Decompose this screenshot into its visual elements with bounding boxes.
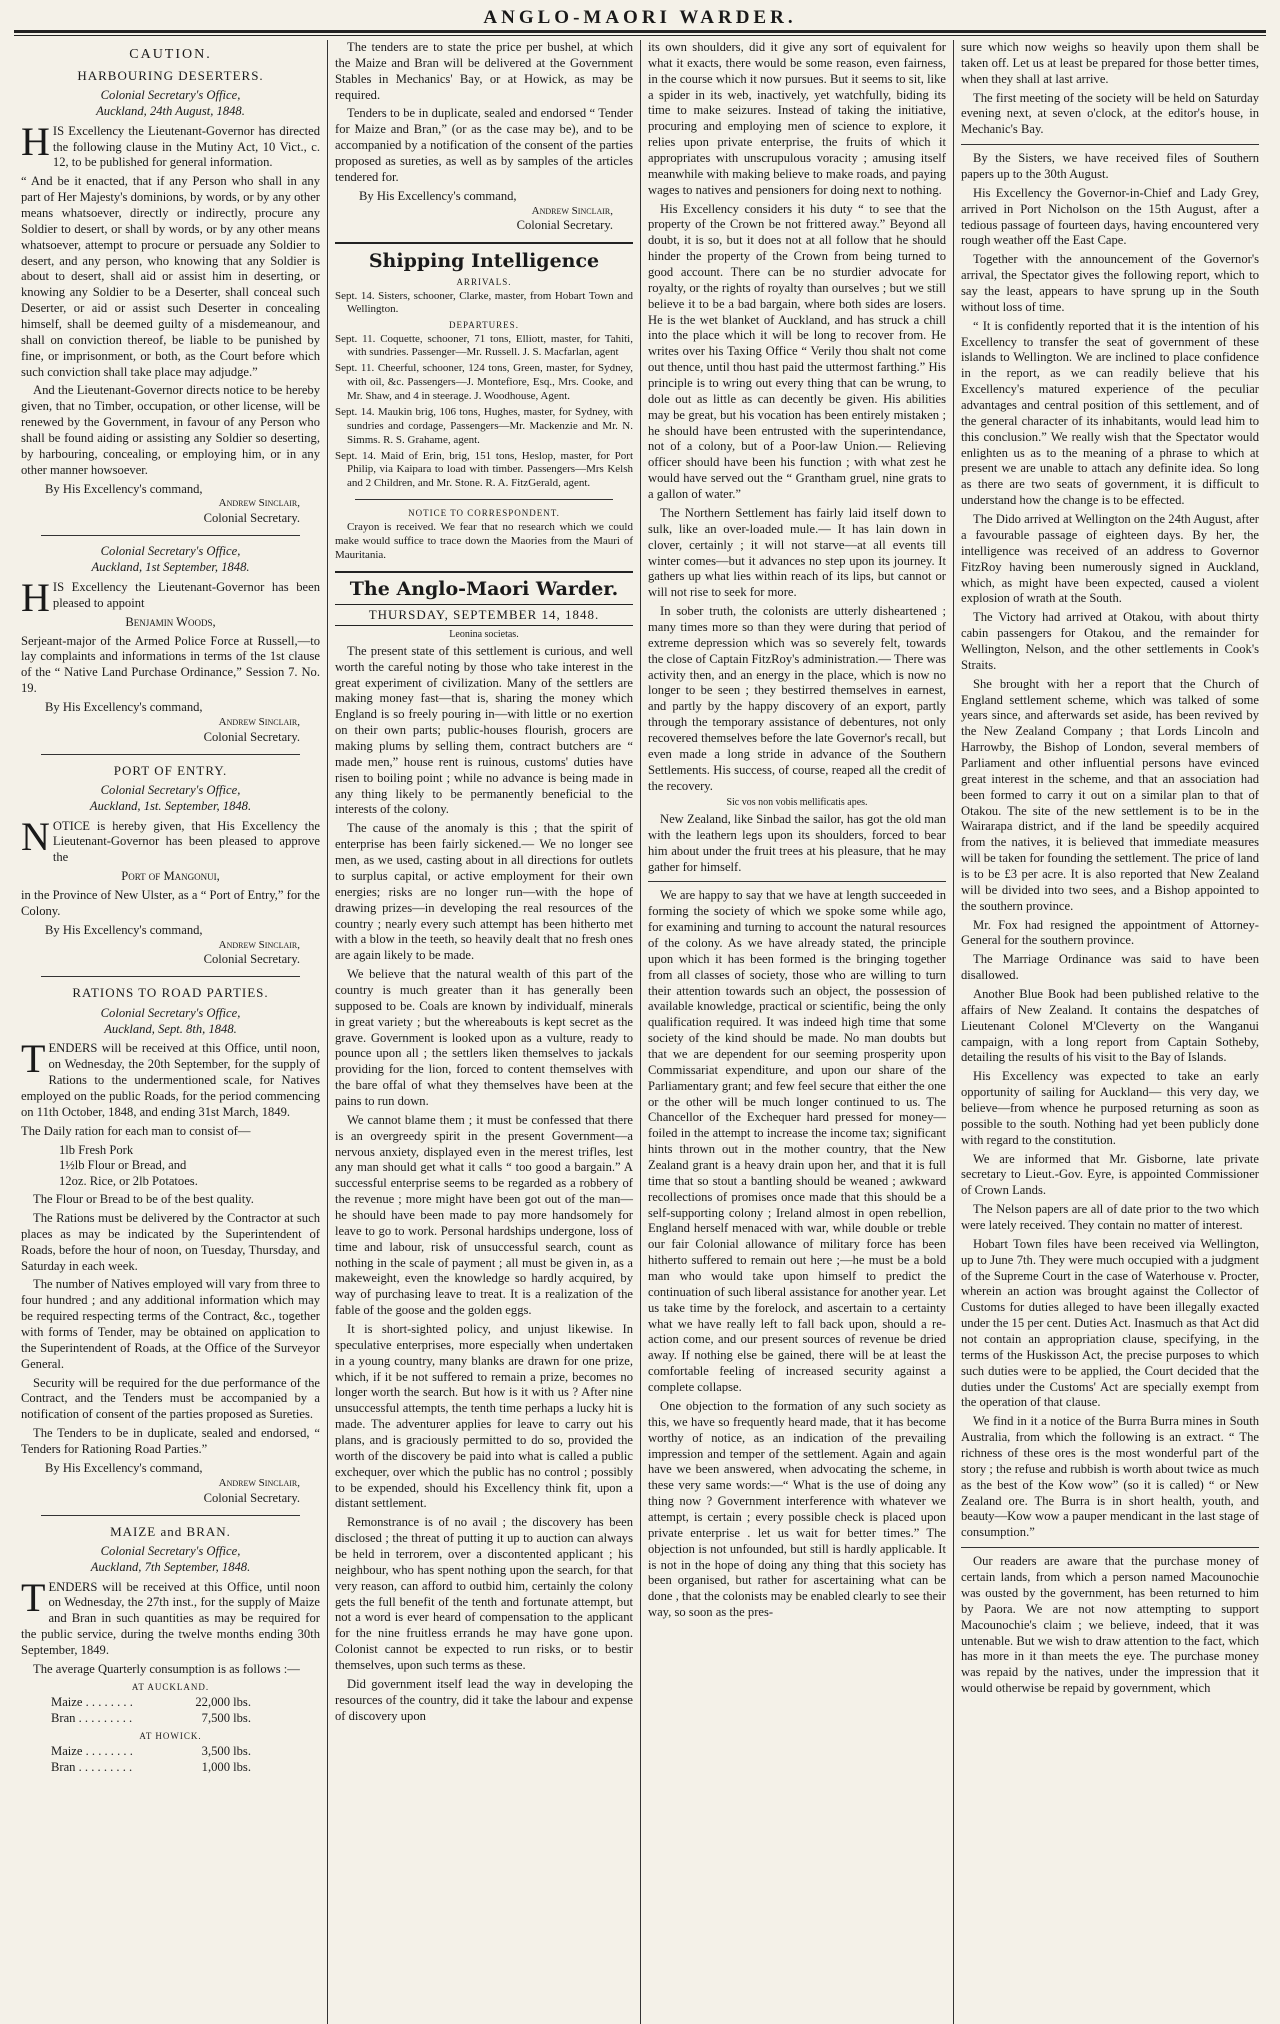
paper-title: The Anglo-Maori Warder. — [349, 577, 619, 600]
drop-cap: H — [21, 574, 50, 620]
divider — [961, 1547, 1259, 1548]
table-cell: Maize . . . . . . . . — [51, 1744, 133, 1759]
article-para: We believe that the natural wealth of this part of the country is much greater than it has generally been supposed to be. Coals are known by individualf, minerals in great variety ; but the whereabouts is kept secret as the grave. Government is looked upon as a vulture, ready to pounce upon all ; the settlers liken themselves to jackals providing for the lion, forced to content themselves with the bare offal of what they themselves have been at the pains to run down. — [335, 967, 633, 1108]
port-name: Port of Mangonui, — [121, 869, 220, 884]
rations-para: The Rations must be delivered by the Contractor at such places as may be indicated by the Superintendent of Roads, before the hour of noon, on Tuesday, Thursday, and Saturday in each week. — [21, 1211, 320, 1273]
shipping-entry: Sept. 14. Sisters, schooner, Clarke, master, from Hobart Town and Wellington. — [335, 289, 633, 316]
divider — [648, 881, 946, 882]
table-row — [51, 1744, 251, 1760]
news-para: Another Blue Book had been published relative to the affairs of New Zealand. It contains the despatches of Lieutenant Colonel M'Cleverty on the Wanganui campaign, with a long report from Captain Sotheby, detailing the results of his visit to the Bay of Islands. — [961, 986, 1259, 1065]
rations-para: The number of Natives employed will vary from three to four hundred ; and any additional information which may be required respecting terms of the Contract, &c., together with forms of Tender, may be obtained on application to the Superintendent of Roads, at the Office of the Surveyor General. — [21, 1277, 320, 1371]
tenders-para: Tenders to be in duplicate, sealed and endorsed “ Tender for Maize and Bran,” (or as the case may be), and to be accompanied by a notification of the consent of the parties proposed as sureties, as well as by samples of the articles tendered for. — [335, 106, 633, 184]
woods-notice — [21, 544, 320, 745]
masthead-rule-thin — [14, 35, 1266, 36]
signatory-role: Colonial Secretary. — [516, 218, 613, 233]
article-para: Did government itself lead the way in developing the resources of the country, did it take the labour and expense of discovery upon — [335, 1676, 633, 1723]
signatory-role: Colonial Secretary. — [203, 511, 300, 526]
signatory-name: Andrew Sinclair, — [218, 715, 300, 728]
port-date: Auckland, 1st. September, 1848. — [89, 798, 252, 813]
port-heading: PORT OF ENTRY. — [113, 762, 228, 778]
shipping-entry: Sept. 14. Maukin brig, 106 tons, Hughes, master, for Sydney, with sundries and cordage, Passengers—Mr. Mackenzie and Mr. N. Simms. R. S. Grahame, agent. — [335, 405, 633, 446]
ration-list — [59, 1143, 320, 1191]
rations-heading: RATIONS TO ROAD PARTIES. — [72, 985, 269, 1001]
notice-heading: NOTICE TO CORRESPONDENT. — [408, 508, 560, 519]
signatory-name: Andrew Sinclair, — [218, 497, 300, 510]
news-para: The Dido arrived at Wellington on the 24th August, after a favourable passage of eighteen days. By her, the intelligence was received of an address to Governor FitzRoy having been numerously signed in Auckland, which, as might have been expected, caused a violent explosion of wrath at the South. — [961, 512, 1259, 606]
command-line: By His Excellency's command, — [45, 699, 203, 714]
dateline: THURSDAY, SEPTEMBER 14, 1848. — [335, 604, 633, 626]
divider — [961, 144, 1259, 145]
table-cell: Maize . . . . . . . . — [51, 1695, 133, 1710]
rations-para: The Tenders to be in duplicate, sealed and endorsed, “ Tenders for Rationing Road Parties.” — [21, 1426, 320, 1457]
columns — [14, 40, 1266, 2024]
notice-text: Crayon is received. We fear that no research which we could make would suffice to trace down the Maories from the Mauri of Mauritania. — [335, 521, 633, 562]
drop-cap: N — [21, 813, 50, 859]
rations-notice — [21, 985, 320, 1506]
caution-heading: HARBOURING DESERTERS. — [77, 67, 264, 83]
woods-body-2: Serjeant-major of the Armed Police Force at Russell,—to lay complaints and informations in terms of the 1st clause of the “ Native Land Purchase Ordinance,” Session 7. No. 19. — [21, 633, 320, 696]
rations-daily: The Daily ration for each man to consist of— — [21, 1123, 251, 1138]
caution-date: Auckland, 24th August, 1848. — [96, 103, 245, 118]
article-para: We are happy to say that we have at length succeeded in forming the society of which we spoke some while ago, for examining and turning to account the natural resources of the colony. As we have already stated, the principle upon which it has been formed is the bringing together from all classes of society, those who are willing to turn their attention towards such an object, the possession of available knowledge, practical or scientific, being the only qualification required. It was indeed high time that some society of the kind should be made. No man doubts but that we are dependent for our seeming prosperity upon Commissariat expenditure, and upon our share of the Parliamentary grant; and few feel secure that either the one or the other will be much longer continued to us. The Chancellor of the Exchequer hard pressed for money— foiled in the attempt to increase the income tax; significant hints thrown out in the mother country, that the New Zealand grant is a heavy drain upon her, and that it is full time that so stout a bantling should be weaned ; awkward recollections of promises once made that this should be a self-supporting colony ; Ireland almost in open rebellion, England herself menaced with war, while double or treble our fair Colonial allowance of military force has been hitherto suffered to remain out here ;—he must be a bold man who would take upon himself to predict the continuation of such liberal assistance for another year. Let us take time by the forelock, and ascertain to a certainty what we have really left to fall back upon, should a re-action come, and our present sources of revenue be dried away. If nothing else be gained, there will be at least the comfortable feeling of increased security against a complete collapse. — [648, 888, 946, 1395]
maize-date: Auckland, 7th September, 1848. — [90, 1559, 251, 1574]
article-para: Our readers are aware that the purchase money of certain lands, from which a person named Macounochie was ousted by the government, has been returned to him by Paora. We are not now attempting to support Macounochie's claim ; we believe, indeed, that it was untenable. But we wish to draw attention to the fact, which has more in it than meets the eye. The purchase money was repaid by the natives, under the impression that it would otherwise be repaid by government, which — [961, 1554, 1259, 1696]
tenders-para: The tenders are to state the price per bushel, at which the Maize and Bran will be delivered at the Government Stables in Mechanics' Bay, or at Howick, as may be required. — [335, 40, 633, 102]
article-para: Remonstrance is of no avail ; the discovery has been disclosed ; the threat of putting it up to auction can always be held in terrorem, over a discontented applicant ; his neighbour, who has spent nothing upon the search, for that very reason, can afford to outbid him, certainly the colony gets the full benefit of the tenth and fortunate attempt, but not a word is ever heard of compensation to the applicant for the nine fruitless errands he may have gone upon. Colonist cannot be expected to run risks, or to bestir themselves, upon such terms as these. — [335, 1515, 633, 1673]
rations-office: Colonial Secretary's Office, — [100, 1005, 241, 1020]
ration-item: 12oz. Rice, or 2lb Potatoes. — [59, 1174, 198, 1189]
signatory-role: Colonial Secretary. — [203, 729, 300, 744]
table-row — [51, 1711, 251, 1727]
article-para: It is short-sighted policy, and unjust likewise. In speculative enterprises, more especially when undertaken in a young country, many blanks are drawn for one prize, which, if it be not suffered to remain a prize, becomes no longer worth the search. But how is it with us ? After nine unsuccessful attempts, the tenth time perhaps a lucky hit is made. The adventurer applies for leave to carry out his plans, and is graciously permitted to do so, provided the worth of the discovery be paid into what is called a public exchequer, over which the public has no control ; possibly to be expended, should his Excellency think fit, upon a distant settlement. — [335, 1321, 633, 1511]
drop-cap: T — [21, 1036, 46, 1082]
drop-cap: H — [21, 118, 50, 164]
news-para: We are informed that Mr. Gisborne, late private secretary to Lieut.-Gov. Eyre, is appointed Commissioner of Crown Lands. — [961, 1151, 1259, 1198]
rations-para: The Flour or Bread to be of the best quality. — [33, 1192, 254, 1207]
divider — [335, 242, 633, 244]
command-line: By His Excellency's command, — [45, 1460, 203, 1475]
port-body-2: in the Province of New Ulster, as a “ Port of Entry,” for the Colony. — [21, 888, 320, 918]
table-cell: Bran . . . . . . . . . — [51, 1710, 133, 1725]
news-para: “ It is confidently reported that it is the intention of his Excellency to transfer the seat of government of these islands to Wellington. We are inclined to place confidence in the report, as we can readily believe that his Excellency's matured experience of the peculiar advantages and central position of this settlement, and of the general character of its inhabitants, would lead him to this conclusion.” We really wish that the Spectator would enlighten us as to the meaning of a phrase to which at present we are unable to attach any definite idea. So long as there are two seats of government, it is difficult to understand how the change is to be effected. — [961, 318, 1259, 508]
table-cell: Bran . . . . . . . . . — [51, 1759, 133, 1774]
column-2 — [327, 40, 640, 2024]
auckland-table — [51, 1695, 320, 1727]
caution-office: Colonial Secretary's Office, — [100, 88, 241, 102]
divider — [41, 754, 300, 755]
maize-notice — [21, 1524, 320, 1776]
table-cell: 22,000 lbs. — [195, 1695, 251, 1710]
maize-body: ENDERS will be received at this Office, until noon on Wednesday, the 27th inst., for the supply of Maize and Bran in such quantities as may be required for the public service, during the twelve months ending 30th September, 1849. — [21, 1579, 320, 1658]
news-para: By the Sisters, we have received files of Southern papers up to the 30th August. — [961, 151, 1259, 182]
divider — [41, 535, 300, 536]
article-para: One objection to the formation of any such society as this, we have so frequently heard made, that it has become worthy of notice, as an indication of the prevailing impression and temper of the settlement. Again and again have we been answered, when advocating the scheme, in these very same words:—“ What is the use of doing any thing now ? Government interference with whatever we attempt, is certain ; every possible check is placed upon private enterprise . let us wait for better times.” The objection is not unfounded, but still is hardly applicable. It is not in the hope of doing any thing that this society has been organised, but rather for ascertaining what can be done , that the colonists may be enabled clearly to see their way, so soon as the pres- — [648, 1398, 946, 1620]
news-para: His Excellency was expected to take an early opportunity of sailing for Auckland— this very day, we believe—from whence he purposed returning as soon as possible to the south. Nothing had yet been publicly done with regard to the constitution. — [961, 1069, 1259, 1147]
table-caption: AT HOWICK. — [139, 1730, 202, 1741]
divider — [41, 1515, 300, 1516]
motto: Sic vos non vobis mellificatis apes. — [726, 797, 868, 809]
port-notice — [21, 763, 320, 969]
article-para: The Northern Settlement has fairly laid itself down to sulk, like an over-loaded mule.— It has lain down in clover, certainly ; it will not starve—at all events till winter comes—but it advances no step upon its journey. It gathers up what lies within reach of its lips, but cannot or will not rise to seek for more. — [648, 505, 946, 600]
article-para: The present state of this settlement is curious, and well worth the careful noting by those who take interest in the great experiment of civilization. Many of the settlers are making money fast—that is, sharing the money which England is so freely pouring in—with little or no exertion on their own parts; public-houses flourish, grocers are making plums by selling them, contract butchers are “ made men,” house rent is ruinous, customs' duties have risen to boiling point ; while no advance is being made in any thing likely to be permanently beneficial to the interests of the colony. — [335, 643, 633, 817]
article-para: The cause of the anomaly is this ; that the spirit of enterprise has been fairly sickened.— We no longer see men, as we used, casting about in all directions for outlets to surplus capital, or active employment for their own energies; risks are no longer run—with the hope of drawing prizes—in developing the real resources of the country ; nearly every such attempt has been hitherto met with a blow in the teeth, so heavily dealt that no fresh ones are again likely to be made. — [335, 821, 633, 963]
divider — [335, 571, 633, 573]
article-para: His Excellency considers it his duty “ to see that the property of the Crown be not frittered away.” Beyond all doubt, it is so, but it does not at all follow that he should hinder the property of the Crown from being turned to good account. There can be no sturdier advocate for royalty, or the rights of royalty than ourselves ; but we still believe it to be a bad bargain, where both sides are losers. He is the wet blanket of Auckland, and has struck a chill into the place which it will be long to recover from. He writes over his Taxing Office “ Verily thou shalt not come out thence, until thou hast paid the uttermost farthing.” His principle is to wring out every thing that can be wrung, to dole out as little as can decently be given. His abilities may be great, but his vocation has been entirely mistaken ; he should have been entrusted with the superintendance, not of a colony, but of a Poor-law Union.— Relieving officer should have been his function ; with what zest he would have served out the “ Grantham gruel, nine grats to a gallon of water.” — [648, 201, 946, 502]
table-cell: 3,500 lbs. — [201, 1744, 251, 1759]
news-para: The Marriage Ordinance was said to have been disallowed. — [961, 952, 1259, 983]
news-para: His Excellency the Governor-in-Chief and Lady Grey, arrived in Port Nicholson on the 15th August, after a tedious passage of fourteen days, having encountered very rough weather off the East Cape. — [961, 185, 1259, 248]
shipping-entry: Sept. 14. Maid of Erin, brig, 151 tons, Heslop, master, for Port Philip, via Kaipara to load with timber. Passengers—Mrs Kelsh and 2 Children, and Mr. Stone. R. A. FitzGerald, agent. — [335, 449, 633, 490]
maize-office: Colonial Secretary's Office, — [100, 1543, 241, 1558]
port-body: OTICE is hereby given, that His Excellency the Lieutenant-Governor has been pleased to approve the — [52, 818, 320, 865]
shipping-entry: Sept. 11. Cheerful, schooner, 124 tons, Green, master, for Sydney, with oil, &c. Passengers—J. Montefiore, Esq., Mrs. Cooke, and Mr. Shaw, and 4 in steerage. J. Woodhouse, Agent. — [335, 362, 633, 403]
news-para: She brought with her a report that the Church of England settlement scheme, which was talked of some years since, and afterwards set aside, has been revived by the New Zealand Company ; that Lords Lincoln and Harrowby, the Bishop of London, several members of Parliament and other influential persons have evinced great interest in the scheme, and that an association had been formed to carry it out on a similar plan to that of Otakou. The site of the new settlement is to be in the Wairarapa district, and if the land be speedily acquired from the natives, it is believed that immediate measures will be taken for founding the settlement. The price of land is to be £3 per acre. It is also reported that New Zealand will be divided into two sees, and a Bishop appointed to the southern province. — [961, 676, 1259, 913]
motto: Leonina societas. — [449, 629, 519, 641]
caution-quote: “ And be it enacted, that if any Person who shall in any part of Her Majesty's dominions, by words, or by any other means whatsoever, directly or indirectly, procure any Soldier to desert, or shall by words, or by any other means whatsoever, attempt to procure or persuade any Soldier to desert, and any person, who knowing that any Soldier is about to desert, shall aid or assist him in deserting, or knowing any Soldier to be a Deserter, shall conceal such Deserter, or aid or assist such Deserter in concealing himself, shall be deemed guilty of a misdemeanour, and shall on conviction thereof, be liable to be punished by fine, or imprisonment, or both, as the Court before which such conviction shall take place may adjudge.” — [21, 174, 320, 379]
signatory-name: Andrew Sinclair, — [531, 204, 613, 217]
column-3 — [640, 40, 953, 2024]
masthead-rule — [14, 30, 1266, 33]
signatory-name: Andrew Sinclair, — [218, 938, 300, 951]
news-para: The Nelson papers are all of date prior to the two which were lately received. They contain no matter of interest. — [961, 1202, 1259, 1233]
maize-avg: The average Quarterly consumption is as follows :— — [33, 1661, 300, 1676]
article-para: New Zealand, like Sinbad the sailor, has got the old man with the leathern legs upon its shoulders, forced to bear him about under the fruit trees at his pleasure, that he may gather for himself. — [648, 811, 946, 874]
article-para: sure which now weighs so heavily upon them shall be taken off. Let us at least be prepared for those better times, when they shall at last arrive. — [961, 40, 1259, 86]
arrivals-heading: ARRIVALS. — [456, 277, 512, 288]
rations-body: ENDERS will be received at this Office, until noon, on Wednesday, the 20th September, for the supply of Rations to the undermentioned scale, for Natives employed on the public Roads, for the period commencing on 11th October, 1848, and ending 31st March, 1849. — [21, 1041, 320, 1119]
command-line: By His Excellency's command, — [359, 188, 517, 203]
woods-date: Auckland, 1st September, 1848. — [91, 560, 250, 575]
news-para: We find in it a notice of the Burra Burra mines in South Australia, from which the following is an extract. “ The richness of these ores is the most wonderful part of the story ; the refuse and rubbish is worth about twice as much as the best of the Kow wow” (so it is called) “ or New Zealand ore. The Burra is in short health, youth, and beauty—Kow wow a pauper mendicant in the last stage of consumption.” — [961, 1414, 1259, 1540]
article-para: The first meeting of the society will be held on Saturday evening next, at seven o'clock, at the editor's house, in Mechanic's Bay. — [961, 90, 1259, 137]
news-para: The Victory had arrived at Otakou, with about thirty cabin passengers for Otakou, and the remainder for Wellington, Nelson, and the other settlements in Cook's Straits. — [961, 610, 1259, 672]
table-row — [51, 1760, 251, 1776]
caution-title: CAUTION. — [129, 47, 212, 62]
table-cell: 1,000 lbs. — [201, 1759, 251, 1774]
rations-para: Security will be required for the due performance of the Contract, and the Tenders must be accompanied by a notification of consent of the parties proposed as Sureties. — [21, 1375, 320, 1422]
column-1 — [14, 40, 327, 2024]
signatory-role: Colonial Secretary. — [203, 1490, 300, 1505]
departures-heading: DEPARTURES. — [449, 320, 519, 331]
masthead: ANGLO-MAORI WARDER. — [483, 7, 797, 28]
article-para: its own shoulders, did it give any sort of equivalent for what it exacts, there would be some reason, even fairness, in the course which it now pursues. But it seems to sit, like a spider in its web, inactively, yet watchfully, biding its time to make seizures. Instead of taking the initiative, procuring and employing men of science to explore, it relies upon private enterprise, the fruits of which it appropriates with unscrupulous voracity ; amusing itself meanwhile with making believe to make roads, and paying wages to natives and pensioners for doing next to nothing. — [648, 40, 946, 197]
table-caption: AT AUCKLAND. — [131, 1681, 210, 1692]
divider — [355, 499, 613, 500]
caution-body-2: And the Lieutenant-Governor directs notice to be hereby given, that no Timber, occupation, or other license, will be renewed by the Government, in favour of any Person who shall be found aiding or assisting any Soldier so deserting, by harbouring, concealing, or employing him, or in any other manner howsoever. — [21, 383, 320, 477]
rations-date: Auckland, Sept. 8th, 1848. — [104, 1021, 237, 1036]
column-4 — [953, 40, 1266, 2024]
shipping-entry: Sept. 11. Coquette, schooner, 71 tons, Elliott, master, for Tahiti, with sundries. Passenger—Mr. Russell. J. S. Macfarlan, agent — [335, 332, 633, 359]
table-row — [51, 1695, 251, 1711]
port-office: Colonial Secretary's Office, — [100, 782, 241, 797]
shipping-section — [335, 250, 633, 491]
command-line: By His Excellency's command, — [45, 922, 203, 937]
caution-body: IS Excellency the Lieutenant-Governor has directed the following clause in the Mutiny Act, 10 Vict., c. 12, to be published for general information. — [52, 123, 320, 170]
news-para: Mr. Fox had resigned the appointment of Attorney-General for the southern province. — [961, 917, 1259, 948]
article-para: In sober truth, the colonists are utterly disheartened ; many times more so than they were during that period of extreme depression which was so severely felt, towards the close of Captain FitzRoy's administration.— There was activity then, and an energy in the place, which is now no longer to be seen ; they bestirred themselves in earnest, and partly by the happy discovery of an export, partly through the temporary assistance of debentures, not only recovered themselves before the late Governor's recall, but even made a long stride in advance of the Southern Settlements. His success, of course, reaped all the credit of the recovery. — [648, 604, 946, 793]
news-para: Together with the announcement of the Governor's arrival, the Spectator gives the following report, which to say the least, appears to have sprung up in the South without loss of time. — [961, 252, 1259, 314]
ration-item: 1½lb Flour or Bread, and — [59, 1158, 187, 1173]
caution-notice — [21, 46, 320, 527]
woods-body: IS Excellency the Lieutenant-Governor has been pleased to appoint — [52, 579, 320, 610]
signatory-name: Andrew Sinclair, — [218, 1476, 300, 1489]
maize-heading: MAIZE and BRAN. — [110, 1523, 231, 1539]
woods-appointee: Benjamin Woods, — [125, 614, 216, 629]
drop-cap: T — [21, 1574, 46, 1620]
table-cell: 7,500 lbs. — [201, 1710, 251, 1725]
divider — [41, 976, 300, 977]
signatory-role: Colonial Secretary. — [203, 952, 300, 967]
article-para: We cannot blame them ; it must be confessed that there is an overgreedy spirit in the present Government—a nervous anxiety, displayed even in the merest trifles, lest any man should get what it calls “ too good a bargain.” A successful enterprise seems to be regarded as a robbery of the revenue ; more might have been got out of the man—he should have been made to pay more handsomely for leave to go to work. Personal hardships undergone, loss of time and labour, risk of unsuccessful search, count as nothing in the scale of payment ; all must be given in, as a makeweight, even the knowledge so hardly acquired, by way of purchasing leave to treat. It is a realization of the fable of the goose and the golden eggs. — [335, 1112, 633, 1318]
command-line: By His Excellency's command, — [45, 481, 203, 496]
ration-item: 1lb Fresh Pork — [59, 1142, 134, 1157]
howick-table — [51, 1744, 320, 1776]
shipping-title: Shipping Intelligence — [368, 250, 600, 273]
news-para: Hobart Town files have been received via Wellington, up to June 7th. They were much occupied with a judgment of the Supreme Court in the case of Waterhouse v. Procter, wherein an action was brought against the Collector of Customs for duties alleged to have been illegally exacted under the 15 per cent. Duties Act. Inasmuch as that Act did not contain an appropriation clause, specifying, in the terms of the Huskisson Act, the precise purposes to which such duties were to be applied, the Court decided that the duties under the Customs' Act are specially exempt from the operation of that clause. — [961, 1236, 1259, 1410]
woods-office: Colonial Secretary's Office, — [100, 544, 241, 559]
